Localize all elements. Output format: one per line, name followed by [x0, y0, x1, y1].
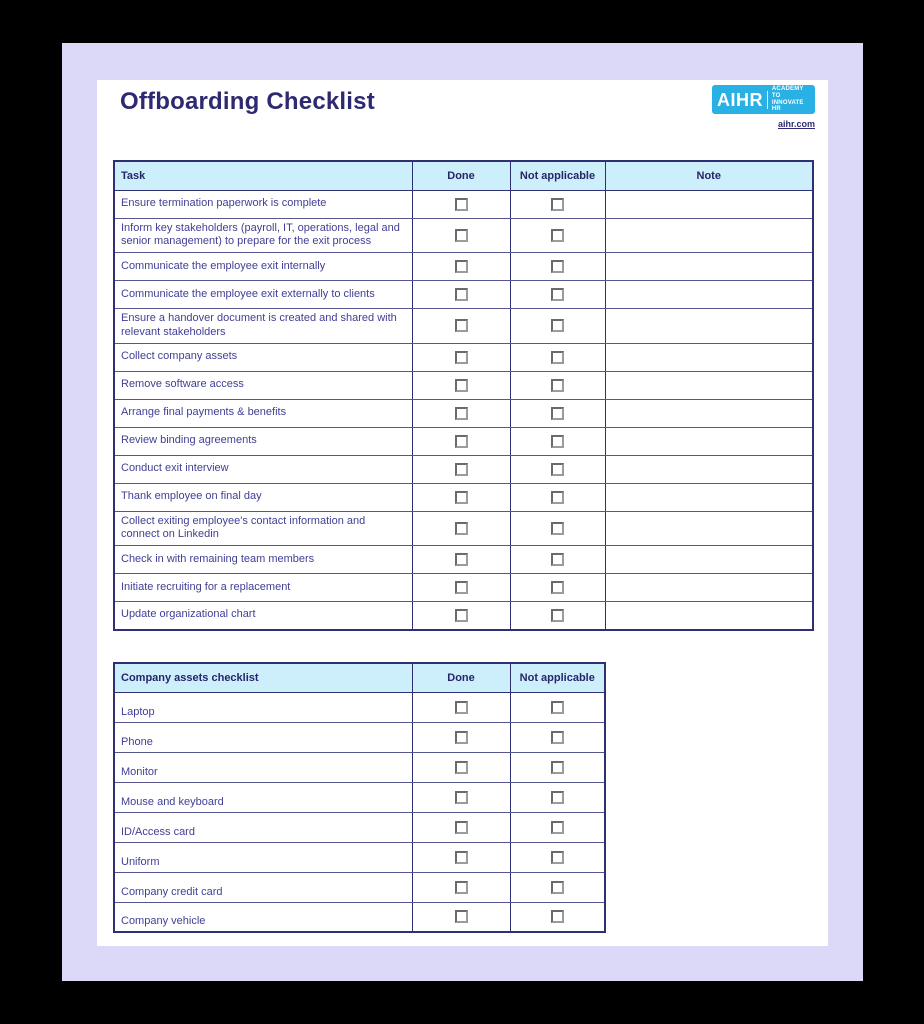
table-row	[114, 371, 813, 399]
table-row	[114, 722, 605, 752]
document-card	[97, 80, 828, 946]
task-label: Company credit card	[114, 872, 412, 902]
done-checkbox-cell	[412, 281, 510, 309]
note-cell[interactable]	[605, 253, 813, 281]
table-row	[114, 218, 813, 253]
not-applicable-checkbox[interactable]	[551, 379, 564, 392]
table-row	[114, 692, 605, 722]
not-applicable-checkbox-cell	[510, 427, 605, 455]
task-label: Laptop	[114, 692, 412, 722]
not-applicable-checkbox-cell	[510, 692, 605, 722]
not-applicable-checkbox-cell	[510, 455, 605, 483]
table-row	[114, 902, 605, 932]
task-label: Initiate recruiting for a replacement	[114, 574, 412, 602]
note-cell[interactable]	[605, 371, 813, 399]
note-cell[interactable]	[605, 218, 813, 253]
note-cell[interactable]	[605, 190, 813, 218]
not-applicable-checkbox[interactable]	[551, 553, 564, 566]
done-checkbox[interactable]	[455, 851, 468, 864]
task-label: Thank employee on final day	[114, 483, 412, 511]
task-label: Update organizational chart	[114, 602, 412, 630]
logo-divider	[767, 91, 768, 109]
done-checkbox[interactable]	[455, 881, 468, 894]
done-checkbox-cell	[412, 483, 510, 511]
not-applicable-checkbox-cell	[510, 574, 605, 602]
not-applicable-checkbox[interactable]	[551, 609, 564, 622]
not-applicable-checkbox[interactable]	[551, 821, 564, 834]
offboarding-header-row	[114, 161, 813, 190]
column-header-done: Done	[412, 161, 510, 190]
done-checkbox-cell	[412, 399, 510, 427]
page-title: Offboarding Checklist	[120, 88, 375, 115]
not-applicable-checkbox-cell	[510, 842, 605, 872]
done-checkbox[interactable]	[455, 288, 468, 301]
task-label: Check in with remaining team members	[114, 546, 412, 574]
task-label: Company vehicle	[114, 902, 412, 932]
done-checkbox-cell	[412, 602, 510, 630]
done-checkbox-cell	[412, 218, 510, 253]
done-checkbox[interactable]	[455, 379, 468, 392]
note-cell[interactable]	[605, 574, 813, 602]
task-label: Collect exiting employee's contact information and connect on Linkedin	[114, 511, 412, 546]
done-checkbox[interactable]	[455, 319, 468, 332]
done-checkbox[interactable]	[455, 791, 468, 804]
done-checkbox-cell	[412, 427, 510, 455]
not-applicable-checkbox-cell	[510, 399, 605, 427]
table-row	[114, 455, 813, 483]
not-applicable-checkbox-cell	[510, 218, 605, 253]
not-applicable-checkbox[interactable]	[551, 701, 564, 714]
done-checkbox-cell	[412, 546, 510, 574]
done-checkbox-cell	[412, 842, 510, 872]
not-applicable-checkbox-cell	[510, 872, 605, 902]
not-applicable-checkbox[interactable]	[551, 851, 564, 864]
task-label: Ensure termination paperwork is complete	[114, 190, 412, 218]
done-checkbox-cell	[412, 782, 510, 812]
not-applicable-checkbox[interactable]	[551, 435, 564, 448]
not-applicable-checkbox[interactable]	[551, 910, 564, 923]
not-applicable-checkbox[interactable]	[551, 407, 564, 420]
not-applicable-checkbox-cell	[510, 190, 605, 218]
task-label: Arrange final payments & benefits	[114, 399, 412, 427]
done-checkbox[interactable]	[455, 553, 468, 566]
not-applicable-checkbox[interactable]	[551, 881, 564, 894]
note-cell[interactable]	[605, 602, 813, 630]
done-checkbox-cell	[412, 752, 510, 782]
not-applicable-checkbox-cell	[510, 309, 605, 344]
table-row	[114, 399, 813, 427]
logo-tagline-line2: INNOVATE HR	[771, 99, 804, 113]
logo-tagline	[772, 86, 810, 114]
task-label: Review binding agreements	[114, 427, 412, 455]
done-checkbox[interactable]	[455, 260, 468, 273]
column-header-not-applicable: Not applicable	[510, 161, 605, 190]
done-checkbox[interactable]	[455, 198, 468, 211]
task-label: Ensure a handover document is created and shared with relevant stakeholders	[114, 309, 412, 344]
done-checkbox-cell	[412, 343, 510, 371]
not-applicable-checkbox-cell	[510, 483, 605, 511]
done-checkbox[interactable]	[455, 435, 468, 448]
not-applicable-checkbox-cell	[510, 902, 605, 932]
table-row	[114, 872, 605, 902]
column-header-task: Task	[114, 161, 412, 190]
done-checkbox[interactable]	[455, 407, 468, 420]
task-label: Mouse and keyboard	[114, 782, 412, 812]
not-applicable-checkbox-cell	[510, 722, 605, 752]
done-checkbox[interactable]	[455, 821, 468, 834]
not-applicable-checkbox[interactable]	[551, 491, 564, 504]
table-row	[114, 483, 813, 511]
table-row	[114, 842, 605, 872]
table-row	[114, 309, 813, 344]
table-row	[114, 253, 813, 281]
done-checkbox-cell	[412, 902, 510, 932]
not-applicable-checkbox-cell	[510, 812, 605, 842]
done-checkbox-cell	[412, 253, 510, 281]
done-checkbox[interactable]	[455, 609, 468, 622]
note-cell[interactable]	[605, 343, 813, 371]
not-applicable-checkbox-cell	[510, 546, 605, 574]
task-label: Remove software access	[114, 371, 412, 399]
column-header-not-applicable: Not applicable	[510, 663, 605, 692]
not-applicable-checkbox[interactable]	[551, 319, 564, 332]
not-applicable-checkbox[interactable]	[551, 761, 564, 774]
task-label: Monitor	[114, 752, 412, 782]
done-checkbox-cell	[412, 190, 510, 218]
note-cell[interactable]	[605, 309, 813, 344]
done-checkbox[interactable]	[455, 463, 468, 476]
logo-tagline-line1: ACADEMY TO	[771, 85, 804, 99]
table-row	[114, 602, 813, 630]
table-row	[114, 752, 605, 782]
table-row	[114, 511, 813, 546]
not-applicable-checkbox[interactable]	[551, 731, 564, 744]
note-cell[interactable]	[605, 281, 813, 309]
assets-header-row	[114, 663, 605, 692]
done-checkbox[interactable]	[455, 761, 468, 774]
done-checkbox[interactable]	[455, 731, 468, 744]
done-checkbox[interactable]	[455, 522, 468, 535]
done-checkbox-cell	[412, 371, 510, 399]
note-cell[interactable]	[605, 483, 813, 511]
not-applicable-checkbox[interactable]	[551, 198, 564, 211]
done-checkbox-cell	[412, 722, 510, 752]
task-label: ID/Access card	[114, 812, 412, 842]
not-applicable-checkbox-cell	[510, 511, 605, 546]
table-row	[114, 782, 605, 812]
note-cell[interactable]	[605, 455, 813, 483]
table-row	[114, 812, 605, 842]
not-applicable-checkbox-cell	[510, 281, 605, 309]
aihr-logo-text: AIHR	[717, 89, 763, 110]
not-applicable-checkbox[interactable]	[551, 288, 564, 301]
table-row	[114, 546, 813, 574]
task-label: Collect company assets	[114, 343, 412, 371]
not-applicable-checkbox-cell	[510, 371, 605, 399]
done-checkbox-cell	[412, 574, 510, 602]
task-label: Communicate the employee exit internally	[114, 253, 412, 281]
task-label: Phone	[114, 722, 412, 752]
column-header-done: Done	[412, 663, 510, 692]
done-checkbox[interactable]	[455, 351, 468, 364]
task-label: Communicate the employee exit externally to clients	[114, 281, 412, 309]
done-checkbox-cell	[412, 692, 510, 722]
not-applicable-checkbox-cell	[510, 253, 605, 281]
table-row	[114, 281, 813, 309]
done-checkbox-cell	[412, 511, 510, 546]
task-label: Inform key stakeholders (payroll, IT, operations, legal and senior management) to prepare for the exit process	[114, 218, 412, 253]
not-applicable-checkbox-cell	[510, 782, 605, 812]
note-cell[interactable]	[605, 511, 813, 546]
task-label: Conduct exit interview	[114, 455, 412, 483]
note-cell[interactable]	[605, 399, 813, 427]
page-frame	[62, 43, 863, 981]
column-header-company-assets: Company assets checklist	[114, 663, 412, 692]
done-checkbox[interactable]	[455, 229, 468, 242]
done-checkbox[interactable]	[455, 701, 468, 714]
not-applicable-checkbox[interactable]	[551, 351, 564, 364]
done-checkbox-cell	[412, 309, 510, 344]
column-header-note: Note	[605, 161, 813, 190]
done-checkbox-cell	[412, 872, 510, 902]
done-checkbox[interactable]	[455, 581, 468, 594]
task-label: Uniform	[114, 842, 412, 872]
not-applicable-checkbox-cell	[510, 602, 605, 630]
table-row	[114, 343, 813, 371]
not-applicable-checkbox[interactable]	[551, 463, 564, 476]
done-checkbox-cell	[412, 812, 510, 842]
done-checkbox-cell	[412, 455, 510, 483]
done-checkbox[interactable]	[455, 910, 468, 923]
offboarding-table	[113, 160, 814, 631]
aihr-logo	[712, 85, 815, 114]
note-cell[interactable]	[605, 546, 813, 574]
table-row	[114, 190, 813, 218]
company-assets-table	[113, 662, 606, 933]
not-applicable-checkbox[interactable]	[551, 522, 564, 535]
not-applicable-checkbox[interactable]	[551, 260, 564, 273]
table-row	[114, 427, 813, 455]
logo-area	[712, 85, 815, 132]
aihr-website-link[interactable]: aihr.com	[777, 119, 815, 129]
not-applicable-checkbox[interactable]	[551, 791, 564, 804]
note-cell[interactable]	[605, 427, 813, 455]
not-applicable-checkbox-cell	[510, 752, 605, 782]
not-applicable-checkbox[interactable]	[551, 229, 564, 242]
not-applicable-checkbox-cell	[510, 343, 605, 371]
not-applicable-checkbox[interactable]	[551, 581, 564, 594]
table-row	[114, 574, 813, 602]
done-checkbox[interactable]	[455, 491, 468, 504]
